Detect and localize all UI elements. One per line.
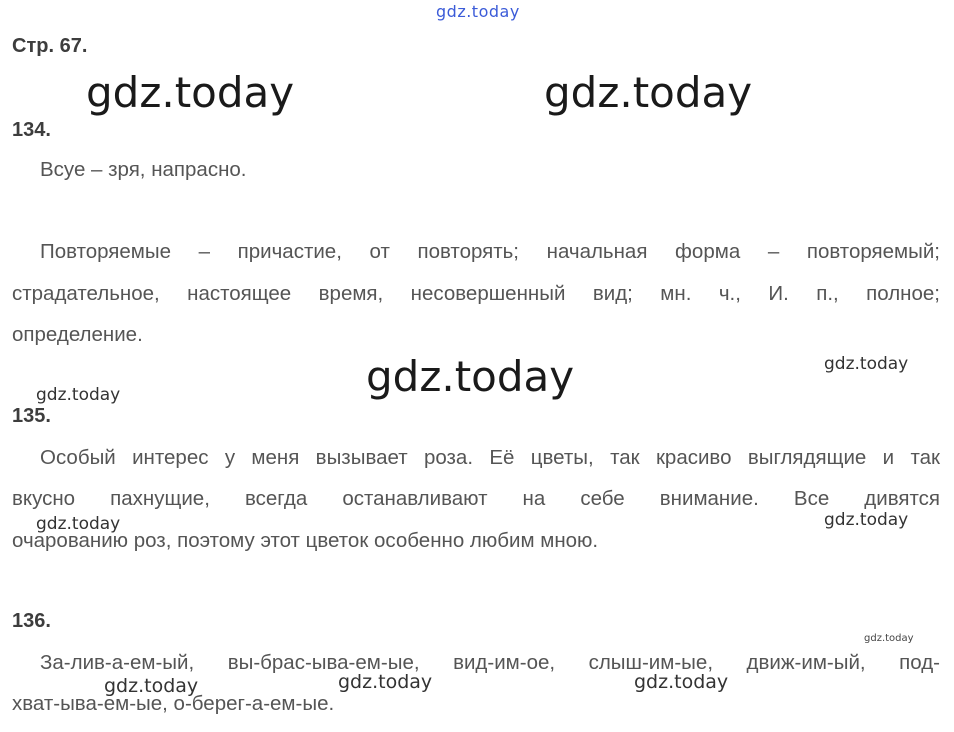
watermark-large-right: gdz.today (544, 68, 753, 117)
watermark-bottom-center: gdz.today (338, 671, 433, 693)
watermark-bottom-right: gdz.today (634, 671, 729, 693)
task-135-line-3: очарованию роз, поэтому этот цветок особенно любим мною. (12, 529, 599, 552)
task-135-line-1: Особый интерес у меня вызывает роза. Её цветы, так красиво выглядящие и так (40, 446, 940, 469)
task-136-line-1: За-лив-а-ем-ый, вы-брас-ыва-ем-ые, вид-им-ое, слыш-им-ые, движ-им-ый, под- (40, 651, 940, 674)
watermark-large-left: gdz.today (86, 68, 295, 117)
task-135-line-2: вкусно пахнущие, всегда останавливают на себе внимание. Все дивятся (12, 487, 940, 510)
watermark-small-left-1: gdz.today (36, 385, 121, 405)
watermark-large-center: gdz.today (366, 352, 575, 401)
watermark-small-right-2: gdz.today (824, 510, 909, 530)
task-136-line-2: хват-ыва-ем-ые, о-берег-а-ем-ые. (12, 692, 335, 715)
watermark-tiny: gdz.today (864, 633, 914, 644)
task-number-136: 136. (12, 610, 51, 632)
task-number-135: 135. (12, 405, 51, 427)
watermark-small-right-1: gdz.today (824, 354, 909, 374)
task-134-paragraph-2-line-2: страдательное, настоящее время, несовершенный вид; мн. ч., И. п., полное; (12, 282, 940, 305)
task-134-paragraph-1: Всуе – зря, напрасно. (40, 158, 247, 181)
page-label: Стр. 67. (12, 35, 88, 57)
watermark-top: gdz.today (436, 2, 520, 21)
task-number-134: 134. (12, 119, 51, 141)
watermark-small-left-2: gdz.today (36, 514, 121, 534)
task-134-paragraph-2-line-1: Повторяемые – причастие, от повторять; начальная форма – повторяемый; (40, 240, 940, 263)
task-134-paragraph-2-line-3: определение. (12, 323, 143, 346)
watermark-bottom-left: gdz.today (104, 675, 199, 697)
